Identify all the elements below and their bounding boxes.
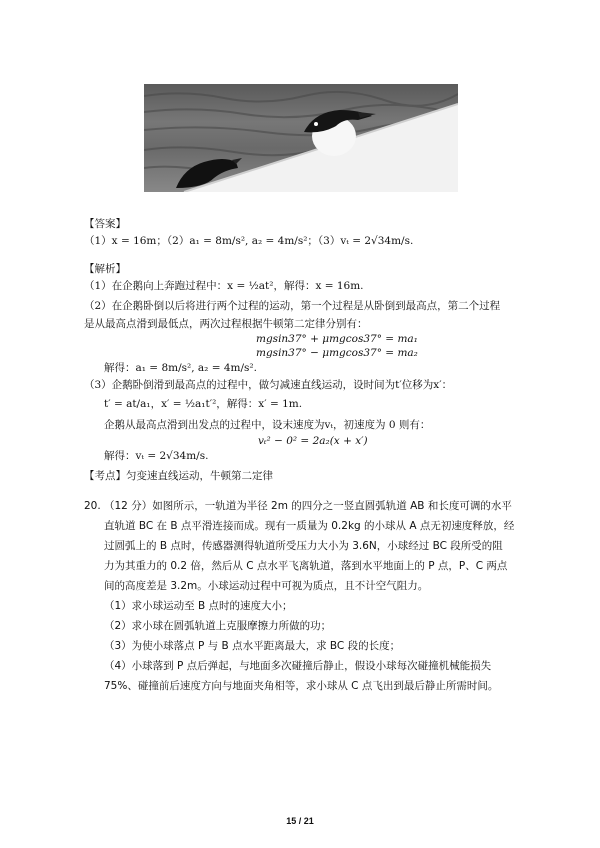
question-line-5: 间的高度差是 3.2m。小球运动过程中可视为质点，且不计空气阻力。: [104, 580, 429, 592]
analysis-heading: 【解析】: [84, 263, 126, 275]
keypoint-line: 【考点】匀变速直线运动，牛顿第二定律: [84, 470, 273, 482]
question-line-1: （12 分）如图所示，一轨道为半径 2m 的四分之一竖直圆弧轨道 AB 和长度可调的水平: [104, 500, 512, 512]
subquestion-4-cont: 75%、碰撞前后速度方向与地面夹角相等，求小球从 C 点飞出到最后静止所需时间。: [104, 680, 499, 692]
page-number: 15 / 21: [286, 816, 314, 826]
answer-line: （1）x = 16m；（2）a₁ = 8m/s², a₂ = 4m/s²；（3）vₜ = 2√34m/s.: [84, 235, 414, 247]
penguin-photo: [144, 84, 458, 192]
subquestion-1: （1）求小球运动至 B 点时的速度大小；: [104, 600, 293, 612]
analysis-line-1: （1）在企鹅向上奔跑过程中：x = ½at²，解得：x = 16m.: [84, 280, 364, 292]
analysis-line-5: （3）企鹅卧倒滑到最高点的过程中，做匀减速直线运动，设时间为t′位移为x′：: [84, 379, 453, 391]
question-line-3: 过圆弧上的 B 点时，传感器测得轨道所受压力大小为 3.6N，小球经过 BC 段所受的阻: [104, 540, 503, 552]
analysis-line-3: 是从最高点滑到最低点，两次过程根据牛顿第二定律分别有：: [84, 318, 368, 330]
equation-2: mgsin37° − μmgcos37° = ma₂: [256, 347, 418, 359]
answer-heading: 【答案】: [84, 218, 126, 230]
equation-3: vₜ² − 0² = 2a₂(x + x′): [258, 435, 368, 447]
analysis-line-2: （2）在企鹅卧倒以后将进行两个过程的运动，第一个过程是从卧倒到最高点，第二个过程: [84, 300, 501, 312]
subquestion-4: （4）小球落到 P 点后弹起，与地面多次碰撞后静止，假设小球每次碰撞机械能损失: [104, 660, 492, 672]
question-number: 20.: [84, 500, 101, 512]
analysis-line-4: 解得：a₁ = 8m/s², a₂ = 4m/s².: [104, 362, 257, 374]
equation-1: mgsin37° + μmgcos37° = ma₁: [256, 333, 418, 345]
subquestion-3: （3）为使小球落点 P 与 B 点水平距离最大，求 BC 段的长度；: [104, 640, 401, 652]
question-line-2: 直轨道 BC 在 B 点平滑连接而成。现有一质量为 0.2kg 的小球从 A 点无初速度释放，经: [104, 520, 515, 532]
analysis-line-7: 企鹅从最高点滑到出发点的过程中，设末速度为vₜ，初速度为 0 则有：: [104, 419, 431, 431]
question-line-4: 力为其重力的 0.2 倍，然后从 C 点水平飞离轨道，落到水平地面上的 P 点，P、C 两点: [104, 560, 508, 572]
subquestion-2: （2）求小球在圆弧轨道上克服摩擦力所做的功；: [104, 620, 332, 632]
penguin-sliding-photo-icon: [144, 84, 458, 192]
analysis-line-6: t′ = at/a₁，x′ = ½a₁t′²，解得：x′ = 1m.: [104, 398, 303, 410]
analysis-line-8: 解得：vₜ = 2√34m/s.: [104, 450, 209, 462]
